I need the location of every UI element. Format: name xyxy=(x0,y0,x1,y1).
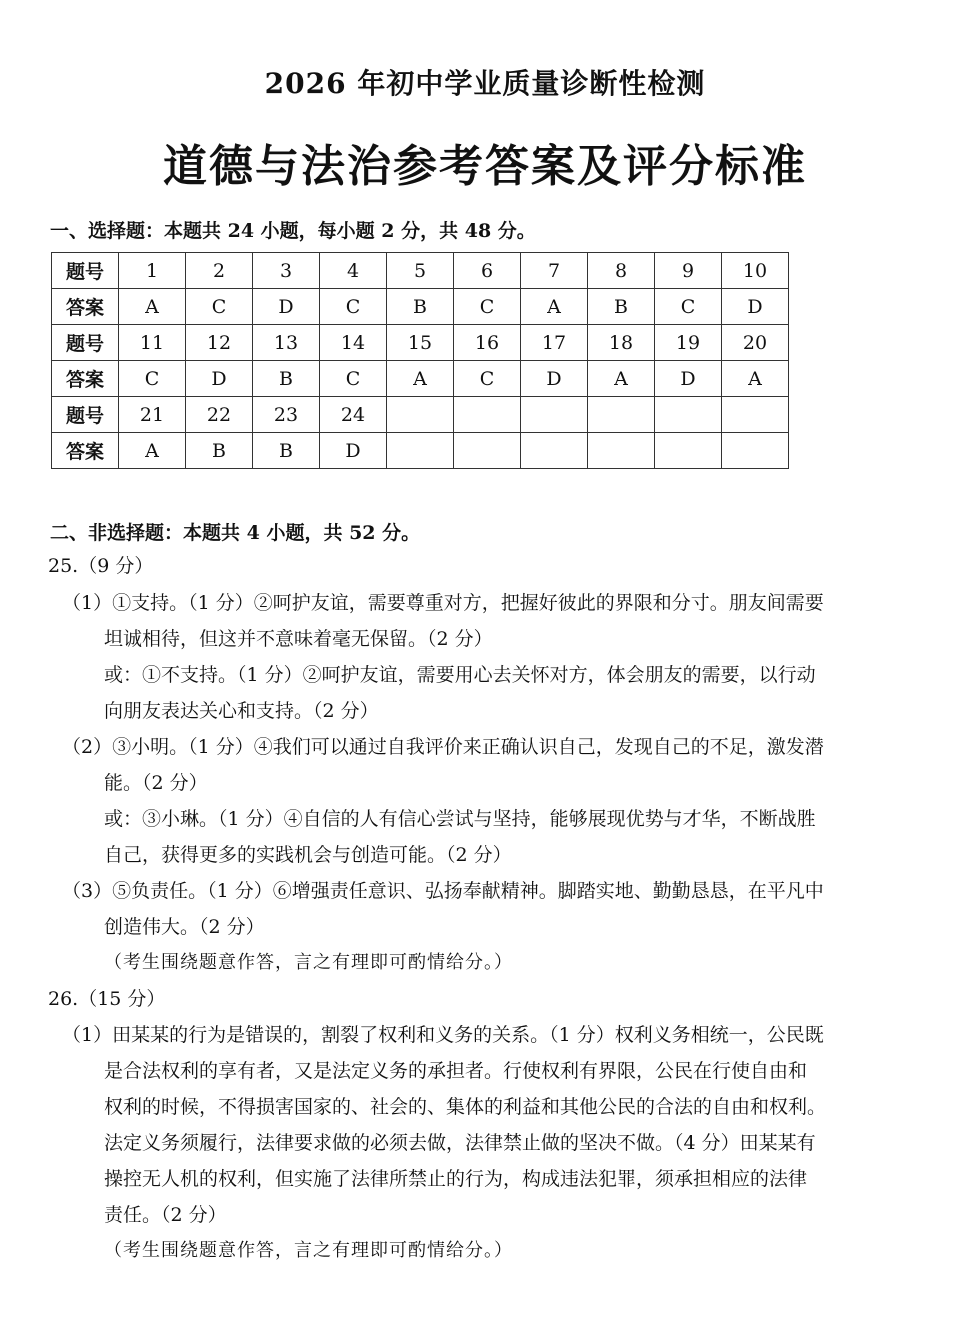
answer-cell xyxy=(387,433,454,469)
question-number-cell xyxy=(588,397,655,433)
q25-line: （2）③小明。（1 分）④我们可以通过自我评价来正确认识自己，发现自己的不足，激发潜 xyxy=(62,736,824,758)
answer-row-label: 答案 xyxy=(52,361,119,397)
section1-heading: 一、选择题：本题共 24 小题，每小题 2 分，共 48 分。 xyxy=(50,220,536,242)
answer-cell: D xyxy=(655,361,722,397)
q25-line: （1）①支持。（1 分）②呵护友谊，需要尊重对方，把握好彼此的界限和分寸。朋友间需要 xyxy=(62,592,824,614)
answer-cell xyxy=(521,433,588,469)
answer-row-label: 答案 xyxy=(52,433,119,469)
question-number-cell xyxy=(387,397,454,433)
answer-cell xyxy=(454,433,521,469)
q25-line: 或：①不支持。（1 分）②呵护友谊，需要用心去关怀对方，体会朋友的需要，以行动 xyxy=(104,664,816,686)
question-number-cell: 14 xyxy=(320,325,387,361)
question-number-cell xyxy=(454,397,521,433)
answer-cell: B xyxy=(588,289,655,325)
section2-heading: 二、非选择题：本题共 4 小题，共 52 分。 xyxy=(50,522,421,544)
question-number-cell: 9 xyxy=(655,253,722,289)
q25-line: 向朋友表达关心和支持。（2 分） xyxy=(104,700,379,722)
answer-cell: A xyxy=(119,433,186,469)
q25-line: 创造伟大。（2 分） xyxy=(104,916,265,938)
answer-row-label: 答案 xyxy=(52,289,119,325)
question-number-cell: 15 xyxy=(387,325,454,361)
answer-cell: B xyxy=(253,433,320,469)
question-number-cell: 20 xyxy=(722,325,789,361)
question-number-row xyxy=(52,397,789,433)
question-number-cell: 5 xyxy=(387,253,454,289)
answer-cell: C xyxy=(119,361,186,397)
q26-line: 责任。（2 分） xyxy=(104,1204,227,1226)
question-number-cell: 11 xyxy=(119,325,186,361)
question-number-cell: 23 xyxy=(253,397,320,433)
question-number-cell: 7 xyxy=(521,253,588,289)
exam-title: 2026 年初中学业质量诊断性检测 xyxy=(264,67,706,100)
answer-cell: B xyxy=(387,289,454,325)
question-number-cell: 24 xyxy=(320,397,387,433)
q25-line: 或：③小琳。（1 分）④自信的人有信心尝试与坚持，能够展现优势与才华，不断战胜 xyxy=(104,808,816,830)
q26-line: 操控无人机的权利，但实施了法律所禁止的行为，构成违法犯罪，须承担相应的法律 xyxy=(104,1168,808,1190)
answer-cell: D xyxy=(722,289,789,325)
answer-cell: C xyxy=(320,289,387,325)
question-number-cell: 17 xyxy=(521,325,588,361)
question-number-cell: 22 xyxy=(186,397,253,433)
answer-cell: A xyxy=(119,289,186,325)
q26-heading: 26.（15 分） xyxy=(48,988,166,1010)
q25-heading: 25.（9 分） xyxy=(48,555,154,577)
answer-cell: D xyxy=(253,289,320,325)
question-number-cell: 8 xyxy=(588,253,655,289)
answer-row xyxy=(52,433,789,469)
answer-cell: C xyxy=(655,289,722,325)
q26-line: 法定义务须履行，法律要求做的必须去做，法律禁止做的坚决不做。（4 分）田某某有 xyxy=(104,1132,816,1154)
answer-cell: B xyxy=(186,433,253,469)
answer-cell: A xyxy=(588,361,655,397)
question-number-cell: 12 xyxy=(186,325,253,361)
answer-cell: A xyxy=(387,361,454,397)
q25-line: 自己，获得更多的实践机会与创造可能。（2 分） xyxy=(104,844,512,866)
question-row-label: 题号 xyxy=(52,325,119,361)
q26-line: 权利的时候，不得损害国家的、社会的、集体的利益和其他公民的合法的自由和权利。 xyxy=(104,1096,827,1118)
answer-cell xyxy=(588,433,655,469)
question-number-cell: 3 xyxy=(253,253,320,289)
q26-grading-note: （考生围绕题意作答，言之有理即可酌情给分。） xyxy=(104,1240,513,1261)
question-number-cell xyxy=(722,397,789,433)
question-number-cell: 18 xyxy=(588,325,655,361)
answer-row xyxy=(52,361,789,397)
question-number-cell: 21 xyxy=(119,397,186,433)
q25-line: 坦诚相待，但这并不意味着毫无保留。（2 分） xyxy=(104,628,493,650)
q25-line: 能。（2 分） xyxy=(104,772,208,794)
question-number-cell: 1 xyxy=(119,253,186,289)
question-row-label: 题号 xyxy=(52,253,119,289)
answer-cell xyxy=(655,433,722,469)
question-number-cell: 13 xyxy=(253,325,320,361)
answer-cell: B xyxy=(253,361,320,397)
question-number-cell xyxy=(655,397,722,433)
question-number-cell: 16 xyxy=(454,325,521,361)
choice-answer-table xyxy=(51,252,789,469)
answer-cell: C xyxy=(454,361,521,397)
q26-line: （1）田某某的行为是错误的，割裂了权利和义务的关系。（1 分）权利义务相统一，公民既 xyxy=(62,1024,824,1046)
question-number-cell: 6 xyxy=(454,253,521,289)
q26-line: 是合法权利的享有者，又是法定义务的承担者。行使权利有界限，公民在行使自由和 xyxy=(104,1060,808,1082)
question-row-label: 题号 xyxy=(52,397,119,433)
answer-cell: C xyxy=(186,289,253,325)
question-number-row xyxy=(52,253,789,289)
answer-row xyxy=(52,289,789,325)
question-number-cell: 2 xyxy=(186,253,253,289)
answer-cell xyxy=(722,433,789,469)
answer-cell: C xyxy=(320,361,387,397)
answer-cell: C xyxy=(454,289,521,325)
answer-cell: D xyxy=(186,361,253,397)
answer-cell: D xyxy=(521,361,588,397)
question-number-cell: 19 xyxy=(655,325,722,361)
question-number-cell: 4 xyxy=(320,253,387,289)
q25-line: （3）⑤负责任。（1 分）⑥增强责任意识、弘扬奉献精神。脚踏实地、勤勤恳恳，在平凡中 xyxy=(62,880,824,902)
question-number-cell: 10 xyxy=(722,253,789,289)
answer-cell: A xyxy=(722,361,789,397)
q25-grading-note: （考生围绕题意作答，言之有理即可酌情给分。） xyxy=(104,952,513,973)
answer-cell: A xyxy=(521,289,588,325)
question-number-cell xyxy=(521,397,588,433)
answer-cell: D xyxy=(320,433,387,469)
document-title: 道德与法治参考答案及评分标准 xyxy=(163,141,807,192)
question-number-row xyxy=(52,325,789,361)
